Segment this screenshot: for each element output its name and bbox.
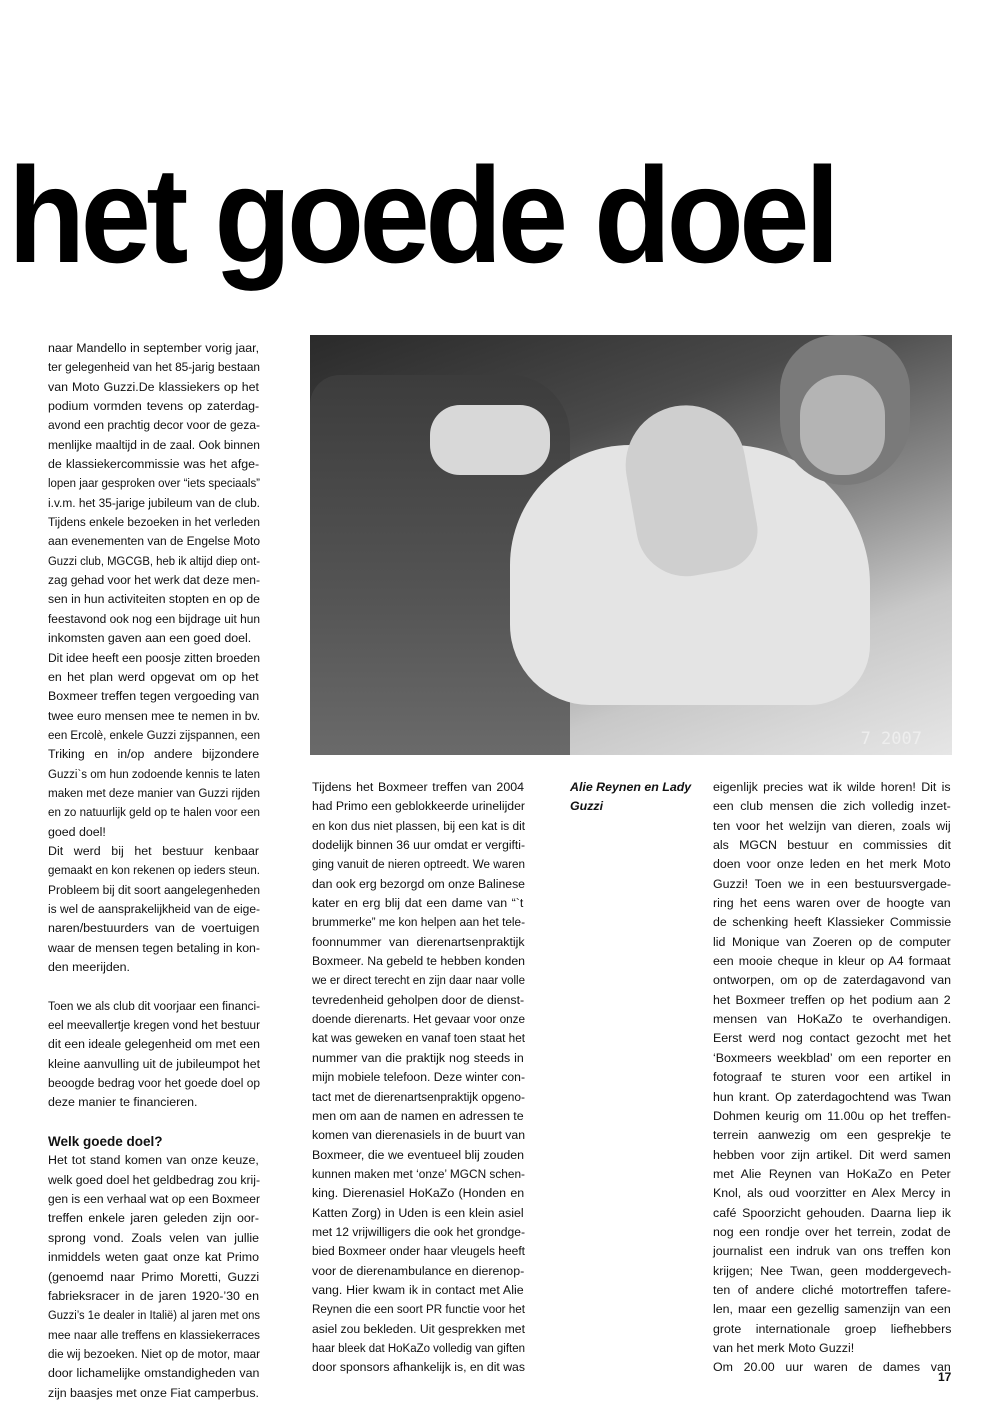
text-column-2 <box>312 778 525 1378</box>
text-line-text: podium vormden tevens op zaterdag- <box>48 399 260 414</box>
text-line <box>713 952 952 971</box>
text-line-text: twee euro mensen mee te nemen in bv. <box>48 708 261 723</box>
text-line-text: goed doel! <box>48 824 106 839</box>
caption-line: Alie Reynen en Lady <box>570 780 692 794</box>
text-line-text: deze manier te financieren. <box>48 1095 198 1110</box>
text-line <box>312 952 525 971</box>
text-line-text: treffen enkele jaren geleden zijn oor- <box>48 1211 260 1226</box>
text-line-text: Guzzi`s om hun zodoende kennis te laten <box>48 766 260 781</box>
text-line-text: i.v.m. het 35-jarige jubileum van de club. <box>48 495 261 510</box>
text-line <box>48 1326 260 1345</box>
text-line-text: en kon dus niet plassen, bij een kat is dit <box>312 818 526 833</box>
text-line-text: zijn baasjes met onze Fiat camperbus. <box>48 1385 259 1400</box>
text-line <box>312 894 525 913</box>
text-line <box>312 933 525 952</box>
text-line <box>312 1242 525 1261</box>
text-line <box>713 875 952 894</box>
text-line-text: met Alie Reynen van HoKaZo en Peter <box>713 1166 951 1181</box>
text-line <box>48 436 260 455</box>
photo-woman-face <box>800 375 885 475</box>
text-line-text: len, maar een gezellig samenzijn van een <box>713 1302 951 1317</box>
text-line-text: doende dierenarts. Het gevaar voor onze <box>312 1012 525 1027</box>
text-line <box>48 416 260 435</box>
text-line-text: had Primo een geblokkeerde urinelijder <box>312 799 526 814</box>
text-line <box>713 913 952 932</box>
photo-caption <box>570 778 700 817</box>
text-line-text: Om 20.00 uur waren de dames van <box>713 1360 951 1375</box>
text-line <box>713 1339 952 1358</box>
text-line-text: waar de mensen tegen betaling in kon- <box>48 940 261 955</box>
text-line <box>48 726 260 745</box>
text-line <box>48 358 260 377</box>
text-line <box>48 784 260 803</box>
text-line <box>48 1151 260 1170</box>
text-line <box>713 855 952 874</box>
text-line-text: grote internationale groep liefhebbers <box>713 1321 952 1336</box>
text-line <box>48 765 260 784</box>
text-line-text: Boxmeer. Na gebeld te hebben konden <box>312 954 526 969</box>
text-line-text: Guzzi’s 1e dealer in Italië) al jaren met ons <box>48 1308 260 1323</box>
text-line-text: mee naar alle treffens en klassiekerraces <box>48 1327 260 1342</box>
text-line <box>48 668 260 687</box>
text-line-text: Knol, als oud voorzitter en Alex Mercy in <box>713 1186 951 1201</box>
text-line <box>312 875 525 894</box>
text-line-text: vang. Hier kwam ik in contact met Alie <box>312 1282 524 1297</box>
text-line <box>312 1010 525 1029</box>
paragraph <box>48 997 260 1113</box>
text-line <box>48 861 260 880</box>
text-line-text: als MGCN bestuur en commissies dit <box>713 838 951 853</box>
text-line-text: welk goed doel het geldbedrag zou krij- <box>48 1172 261 1187</box>
text-line-text: het Boxmeer treffen op het podium aan 2 <box>713 992 951 1007</box>
text-line <box>48 803 260 822</box>
text-line-text: zag gehad voor het werk dat deze men- <box>48 573 260 588</box>
text-line <box>48 900 260 919</box>
article-title: het goede doel <box>8 139 836 291</box>
text-line-text: kleine aanvulling uit de jubileumpot het <box>48 1056 261 1071</box>
text-line <box>713 991 952 1010</box>
text-line <box>312 797 525 816</box>
text-line <box>48 455 260 474</box>
text-line <box>713 1358 952 1377</box>
text-line-text: Dohmen keurig om 11.00u op het treffen- <box>713 1108 951 1123</box>
text-line-text: Guzzi! Toen we in een bestuursvergade- <box>713 876 952 891</box>
text-line <box>48 745 260 764</box>
text-line-text: aan evenementen van de Engelse Moto <box>48 534 261 549</box>
text-line <box>312 991 525 1010</box>
text-line-text: sen in hun activiteiten stopten en op de <box>48 592 260 607</box>
text-line <box>312 1126 525 1145</box>
text-line-text: ten of andere cliché motortreffen tafere- <box>713 1282 952 1297</box>
text-line <box>312 1029 525 1048</box>
text-line-text: Probleem bij dit soort aangelegenheden <box>48 882 261 897</box>
text-line <box>48 823 260 842</box>
text-line <box>312 971 525 990</box>
text-line <box>48 1190 260 1209</box>
text-line <box>48 919 260 938</box>
text-line-text: lid Monique van Zoeren op de computer <box>713 934 951 949</box>
text-line-text: met 12 vrijwilligers die ook het grondge- <box>312 1224 526 1239</box>
text-line <box>48 1035 260 1054</box>
text-line <box>48 707 260 726</box>
text-line <box>48 1016 260 1035</box>
text-line-text: dit een ideale gelegenheid om met een <box>48 1037 261 1052</box>
text-line-text: men om aan de namen en adressen te <box>312 1108 524 1123</box>
text-line-text: Katten Zorg) in Uden is een klein asiel <box>312 1205 524 1220</box>
text-line-text: feestavond ook nog een bijdrage uit hun <box>48 611 261 626</box>
text-line <box>713 1029 952 1048</box>
photo-date-stamp: 7 2007 <box>860 729 922 749</box>
text-line <box>713 836 952 855</box>
text-line-text: avond een prachtig decor voor de geza- <box>48 418 260 433</box>
text-line-text: Guzzi club, MGCGB, heb ik altijd diep ont- <box>48 553 261 568</box>
text-line-text: ontworpen, om op de zaterdagavond van <box>713 973 952 988</box>
text-line <box>312 836 525 855</box>
text-line <box>713 1281 952 1300</box>
text-line-text: Reynen die een soort PR functie voor het <box>312 1302 525 1317</box>
article-photo <box>310 335 952 755</box>
text-line <box>312 1223 525 1242</box>
text-line <box>48 1209 260 1228</box>
paragraph <box>48 339 260 513</box>
text-line-text: Boxmeer treffen tegen vergoeding van <box>48 689 260 704</box>
text-line <box>48 687 260 706</box>
text-line <box>713 1320 952 1339</box>
text-line <box>713 933 952 952</box>
text-line-text: naren/bestuurders van de voertuigen <box>48 921 260 936</box>
text-line-text: kunnen maken met ‘onze’ MGCN schen- <box>312 1166 526 1181</box>
text-line-text: tevredenheid geholpen door de dienst- <box>312 992 525 1007</box>
photo-pillow <box>430 405 550 475</box>
text-line <box>312 1088 525 1107</box>
text-line <box>48 649 260 668</box>
text-line-text: inmiddels weten gaat onze kat Primo <box>48 1250 259 1265</box>
text-line-text: Boxmeer, die we eventueel blij zouden <box>312 1147 525 1162</box>
text-line <box>713 1262 952 1281</box>
text-line-text: menlijke maaltijd in de zaal. Ook binnen <box>48 437 260 452</box>
text-line <box>713 1049 952 1068</box>
text-line-text: ten voor het welzijn van dieren, zoals wij <box>713 818 951 833</box>
text-line <box>48 552 260 571</box>
text-line <box>48 1384 260 1403</box>
text-line-text: asiel zou bekleden. Uit gesprekken met <box>312 1321 525 1336</box>
text-line <box>48 958 260 977</box>
text-line-text: kat was geweken en vanaf toen staat het <box>312 1031 525 1046</box>
text-column-3 <box>713 778 952 1378</box>
text-line <box>48 1248 260 1267</box>
text-line <box>48 1345 260 1364</box>
text-line-text: gen is een verhaal wat op een Boxmeer <box>48 1192 261 1207</box>
text-line <box>713 1184 952 1203</box>
text-line <box>312 817 525 836</box>
text-line <box>713 1204 952 1223</box>
text-line <box>312 1049 525 1068</box>
text-line-text: Eerst werd nog contact gezocht met het <box>713 1031 951 1046</box>
text-line-text: de klassiekercommissie was het afge- <box>48 457 260 472</box>
text-line <box>312 1281 525 1300</box>
text-line-text: ter gelegenheid van het 85-jarig bestaan <box>48 360 261 375</box>
text-line-text: beoogde bedrag voor het goede doel op <box>48 1076 261 1091</box>
text-line <box>48 1093 260 1112</box>
text-line-text: Toen we als club dit voorjaar een financi- <box>48 998 261 1013</box>
text-line <box>713 1146 952 1165</box>
text-line <box>312 1068 525 1087</box>
paragraph <box>48 1151 260 1402</box>
text-line <box>312 855 525 874</box>
paragraph <box>713 1358 952 1377</box>
text-line <box>713 894 952 913</box>
text-line-text: Tijdens het Boxmeer treffen van 2004 <box>312 780 524 794</box>
text-line-text: bied Boxmeer onder haar vleugels heeft <box>312 1244 526 1259</box>
text-line <box>312 1300 525 1319</box>
text-line-text: eigenlijk precies wat ik wilde horen! Dit is <box>713 780 951 794</box>
text-line-text: Triking en in/op andere bijzondere <box>48 747 260 762</box>
text-line <box>48 378 260 397</box>
text-line-text: eel meevallertje kregen vond het bestuur <box>48 1018 260 1033</box>
text-line-text: nummer van die praktijk nog steeds in <box>312 1050 524 1065</box>
text-line <box>48 513 260 532</box>
section-heading <box>48 1132 260 1151</box>
text-line-text: van het merk Moto Guzzi! <box>713 1340 855 1355</box>
text-line <box>48 1055 260 1074</box>
text-line-text: die wij bezoeken. Niet op de motor, maar <box>48 1346 261 1361</box>
text-line-text: fabrieksracer in de jaren 1920-’30 en <box>48 1288 259 1303</box>
text-line-text: krijgen; Nee Twan, geen moddergevech- <box>713 1263 952 1278</box>
text-line-text: de schenking heeft Klassieker Commissie <box>713 915 952 930</box>
text-line-text: en het plan werd opgevat om op het <box>48 669 259 684</box>
text-line <box>48 571 260 590</box>
text-line-text: hun krant. Op zaterdagochtend was Twan <box>713 1089 951 1104</box>
text-line-text: is wel de aansprakelijkheid van de eige- <box>48 901 260 916</box>
text-line-text: mensen van HoKaZo te overhandigen. <box>713 1012 952 1027</box>
section-heading-text: Welk goede doel? <box>48 1134 163 1150</box>
paragraph <box>48 842 260 977</box>
text-line <box>713 797 952 816</box>
text-line <box>713 1126 952 1145</box>
text-line-text: doen voor onze leden en het merk Moto <box>713 857 951 872</box>
text-line <box>713 1242 952 1261</box>
text-line <box>48 1229 260 1248</box>
text-line-text: komen van dierenasiels in de buurt van <box>312 1128 526 1143</box>
text-line-text: (genoemd naar Primo Moretti, Guzzi <box>48 1269 260 1284</box>
text-line-text: journalist een indruk van ons treffen kon <box>713 1244 951 1259</box>
text-line-text: van Moto Guzzi.De klassiekers op het <box>48 379 259 394</box>
text-line-text: hebben voor zijn artikel. Dit werd samen <box>713 1147 951 1162</box>
text-line-text: king. Dierenasiel HoKaZo (Honden en <box>312 1186 525 1201</box>
text-line <box>48 339 260 358</box>
text-line-text: ‘Boxmeers weekblad’ om een reporter en <box>713 1050 951 1065</box>
text-line <box>48 1364 260 1383</box>
text-column-1 <box>48 339 260 1403</box>
text-line <box>48 397 260 416</box>
text-line-text: mijn mobiele telefoon. Deze winter con- <box>312 1070 526 1085</box>
text-line <box>48 1287 260 1306</box>
paragraph-spacer <box>48 1113 260 1132</box>
text-line <box>312 1146 525 1165</box>
text-line <box>48 610 260 629</box>
text-line <box>312 913 525 932</box>
page-number: 17 <box>938 1370 952 1384</box>
text-line-text: een club mensen die zich volledig inzet- <box>713 799 951 814</box>
text-line-text: maken met deze manier van Guzzi rijden <box>48 785 261 800</box>
text-line-text: terrein aanwezig om een gesprekje te <box>713 1128 951 1143</box>
text-line-text: brummerke” me kon helpen aan het tele- <box>312 915 526 930</box>
text-line-text: Tijdens enkele bezoeken in het verleden <box>48 515 261 530</box>
text-line <box>312 1320 525 1339</box>
text-line <box>48 1306 260 1325</box>
text-line <box>713 778 952 797</box>
text-line <box>713 1068 952 1087</box>
text-line-text: Dit idee heeft een poosje zitten broeden <box>48 650 261 665</box>
text-line <box>48 881 260 900</box>
caption-line: Guzzi <box>570 799 604 814</box>
text-line <box>312 1339 525 1358</box>
text-line <box>312 1358 525 1377</box>
text-line-text: ging vanuit de nieren optreedt. We waren <box>312 857 526 872</box>
text-line-text: inkomsten gaven aan een goed doel. <box>48 631 252 646</box>
text-line-text: Het tot stand komen van onze keuze, <box>48 1153 259 1168</box>
paragraph <box>312 778 525 1378</box>
text-line <box>312 1184 525 1203</box>
text-line <box>713 1010 952 1029</box>
text-line-text: dodelijk binnen 36 uur omdat er vergifti- <box>312 838 525 853</box>
text-line <box>48 1074 260 1093</box>
text-line <box>48 1171 260 1190</box>
text-line-text: voor de dierenambulance en dierenop- <box>312 1263 525 1278</box>
text-line-text: en zo natuurlijk geld op te halen voor een <box>48 805 260 820</box>
text-line-text: tact met de dierenartsenpraktijk opgeno- <box>312 1089 525 1104</box>
text-line-text: Dit werd bij het bestuur kenbaar <box>48 843 259 858</box>
text-line <box>48 939 260 958</box>
text-line-text: dan ook erg bezorgd om onze Balinese <box>312 876 526 891</box>
text-line <box>312 1204 525 1223</box>
text-line-text: lopen jaar gesproken over “iets speciaals” <box>48 476 260 491</box>
text-line-text: sprong vond. Zoals velen van jullie <box>48 1230 260 1245</box>
text-line <box>312 1107 525 1126</box>
text-line-text: een mooie cheque in kleur op A4 formaat <box>713 954 951 969</box>
text-line-text: fotograaf te sturen voor een artikel in <box>713 1070 951 1085</box>
text-line <box>48 1268 260 1287</box>
text-line-text: ring het eens waren over de hoogte van <box>713 896 951 911</box>
text-line <box>48 590 260 609</box>
text-line <box>48 494 260 513</box>
text-line <box>713 971 952 990</box>
text-line-text: door lichamelijke omstandigheden van <box>48 1366 260 1381</box>
text-line <box>48 532 260 551</box>
text-line <box>48 997 260 1016</box>
text-line <box>713 1223 952 1242</box>
text-line-text: haar bleek dat HoKaZo volledig van giften <box>312 1340 525 1355</box>
text-line <box>713 1088 952 1107</box>
paragraph <box>48 649 260 842</box>
paragraph-spacer <box>48 977 260 996</box>
text-line-text: café Spoorzicht gehouden. Daarna liep ik <box>713 1205 951 1220</box>
text-line-text: door sponsors afhankelijk is, en dit was <box>312 1360 525 1375</box>
paragraph <box>713 778 952 1358</box>
text-line <box>312 1165 525 1184</box>
text-line-text: een Ercolè, enkele Guzzi zijspannen, een <box>48 727 260 742</box>
text-line-text: kater en erg blij dat een dame van “`t <box>312 896 524 911</box>
text-line <box>312 1262 525 1281</box>
text-line <box>713 1165 952 1184</box>
text-line-text: naar Mandello in september vorig jaar, <box>48 341 260 355</box>
text-line <box>48 629 260 648</box>
text-line <box>713 817 952 836</box>
text-line <box>48 474 260 493</box>
text-line <box>713 1107 952 1126</box>
paragraph <box>48 513 260 648</box>
text-line <box>312 778 525 797</box>
text-line-text: foonnummer van dierenartsenpraktijk <box>312 934 525 949</box>
text-line-text: gemaakt en kon rekenen op ieders steun. <box>48 863 260 878</box>
text-line-text: den meerijden. <box>48 960 130 974</box>
text-line-text: nog een rondje over het terrein, zodat de <box>713 1224 951 1239</box>
text-line-text: we er direct terecht en zijn daar naar volle <box>312 973 526 988</box>
text-line <box>48 842 260 861</box>
text-line <box>713 1300 952 1319</box>
